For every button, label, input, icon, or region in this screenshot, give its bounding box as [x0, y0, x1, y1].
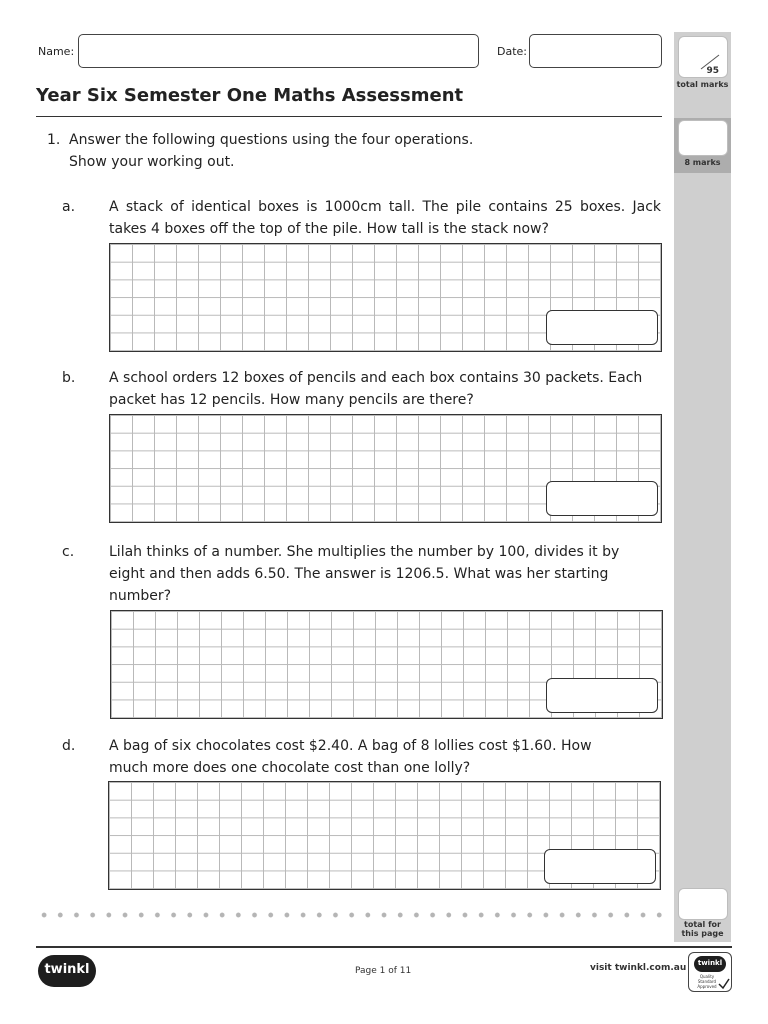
- date-label: Date:: [497, 45, 527, 58]
- badge-logo-text: twinkl: [697, 959, 723, 967]
- footer-divider: [36, 946, 732, 948]
- website-link[interactable]: visit twinkl.com.au: [590, 963, 687, 973]
- badge-logo: [694, 956, 726, 972]
- checkmark-icon: [718, 978, 730, 990]
- marks-sidebar: [674, 32, 731, 942]
- total-marks-box[interactable]: [678, 36, 728, 78]
- total-score: 95: [706, 66, 719, 76]
- part-c-text: Lilah thinks of a number. She multiplies the number by 100, divides it by eight and then adds 6.50. The answer is 1206.5. What was her starting number?: [109, 544, 620, 604]
- part-d-letter: d.: [62, 738, 76, 754]
- total-marks-label: total marks: [676, 80, 729, 89]
- part-c-letter: c.: [62, 544, 75, 560]
- page-title: Year Six Semester One Maths Assessment: [36, 85, 464, 106]
- twinkl-logo-text: twinkl: [44, 962, 90, 977]
- page-total-label-1: total for: [684, 920, 721, 929]
- date-field[interactable]: [529, 34, 662, 68]
- badge-caption: Quality Standard Approved: [697, 974, 717, 989]
- name-field[interactable]: [78, 34, 479, 68]
- part-d-text: A bag of six chocolates cost $2.40. A bag of 8 lollies cost $1.60. How much more does one chocolate cost than one lolly?: [109, 738, 592, 776]
- page-total-label-2: this page: [681, 929, 724, 938]
- part-b-letter: b.: [62, 370, 76, 386]
- answer-box-b[interactable]: [546, 481, 658, 516]
- title-divider: [36, 116, 662, 117]
- part-a-letter: a.: [62, 199, 76, 215]
- question-marks-box[interactable]: [678, 120, 728, 156]
- page-info: Page 1 of 11: [355, 966, 412, 976]
- answer-box-c[interactable]: [546, 678, 658, 713]
- instruction-line-2: Show your working out.: [69, 154, 235, 170]
- answer-box-a[interactable]: [546, 310, 658, 345]
- quality-badge: [688, 952, 732, 992]
- answer-box-d[interactable]: [544, 849, 656, 884]
- instruction-line-1: Answer the following questions using the four operations.: [69, 132, 474, 148]
- part-b-text: A school orders 12 boxes of pencils and each box contains 30 packets. Each packet has 12 pencils. How many pencils are there?: [109, 370, 643, 408]
- page-total-box[interactable]: [678, 888, 728, 920]
- twinkl-logo[interactable]: [38, 955, 96, 987]
- part-a-text: A stack of identical boxes is 1000cm tall. The pile contains 25 boxes. Jack takes 4 boxes off the top of the pile. How tall is the stack now?: [109, 199, 661, 237]
- question-marks-header: [674, 118, 731, 173]
- dotted-separator: [36, 912, 666, 918]
- question-marks-label: 8 marks: [684, 158, 721, 167]
- score-slash-icon: [679, 37, 727, 77]
- question-number: 1.: [47, 132, 61, 148]
- name-label: Name:: [38, 45, 75, 58]
